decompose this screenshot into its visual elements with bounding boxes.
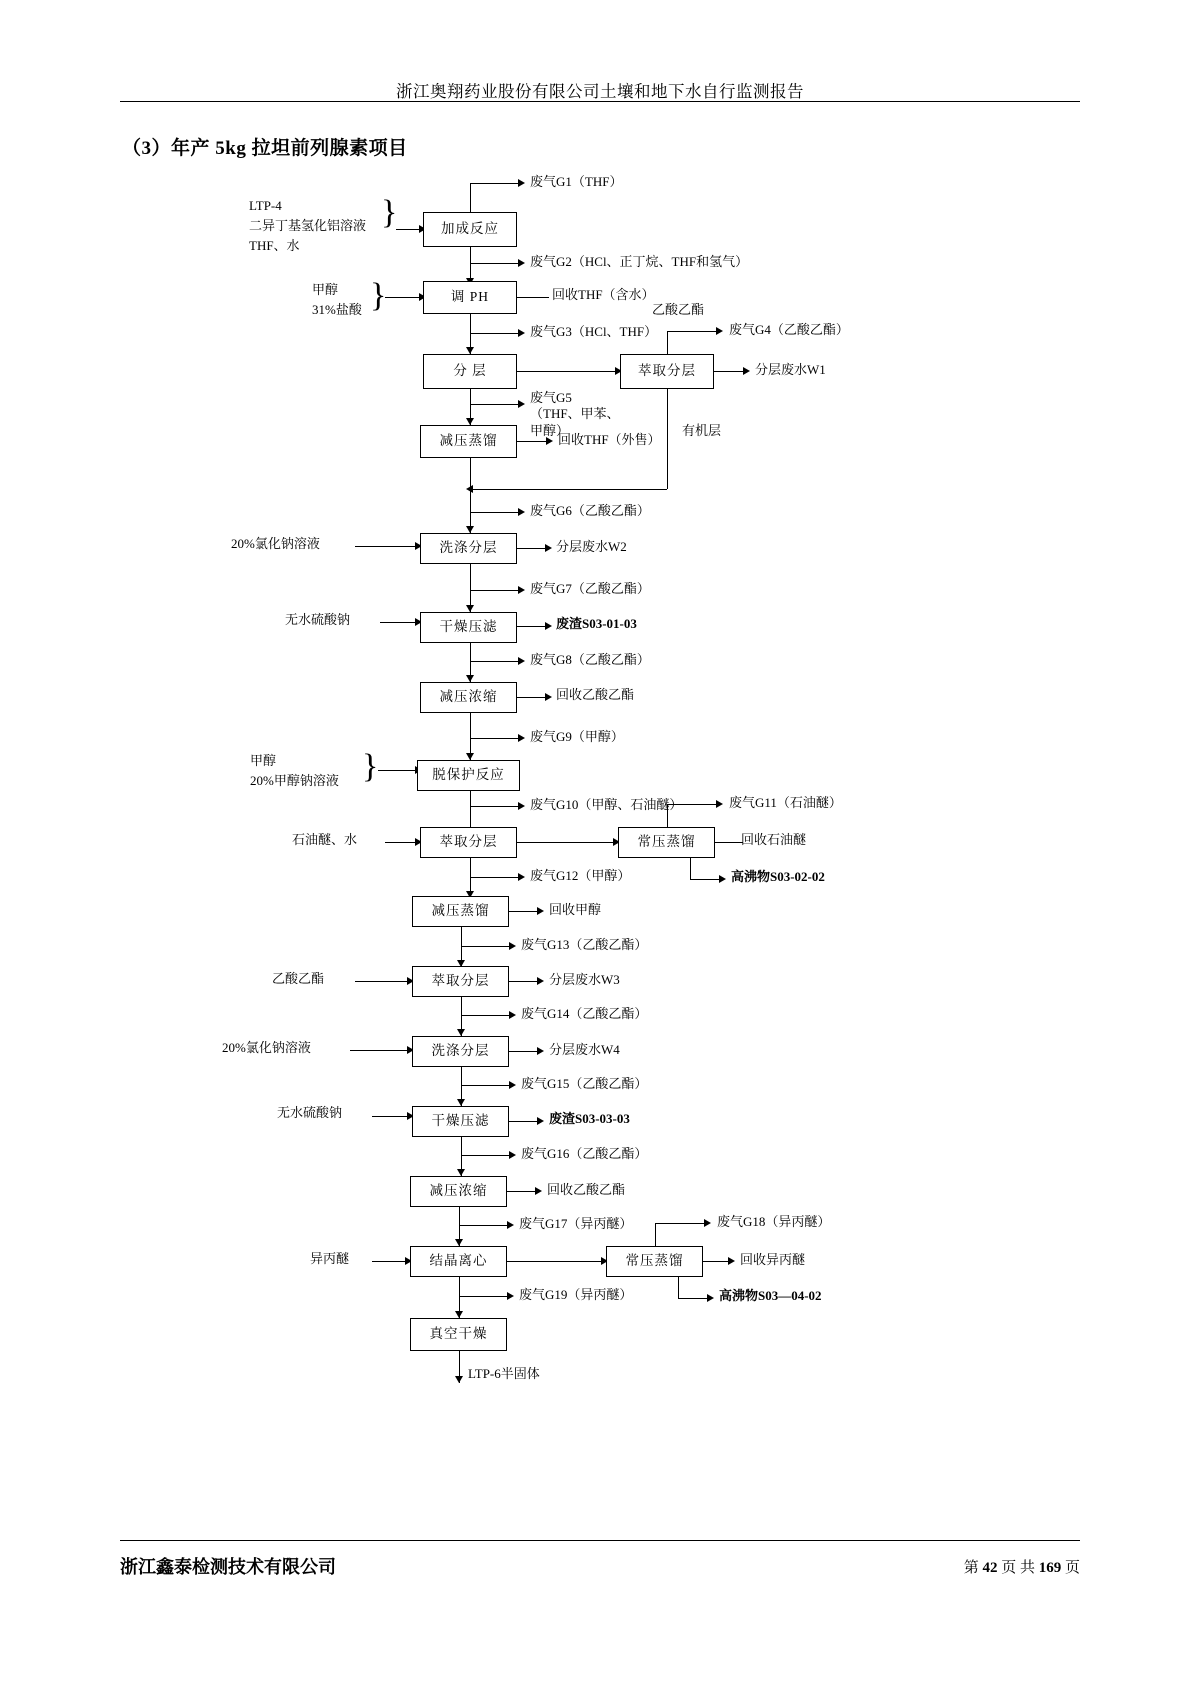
connector-g7-h [470,590,520,591]
connector-g4-h [667,331,719,332]
output-label-g3: 废气G3（HCl、THF） [530,324,658,339]
connector-in4 [380,622,418,623]
connector-n3-n4 [517,371,619,372]
arrow-methanol-recover [537,907,544,915]
node-extraction-separation-3[interactable]: 萃取分层 [412,966,509,997]
connector-g3-h [470,333,520,334]
arrow-ipe-recover [728,1257,735,1265]
arrow-g10 [518,802,525,810]
footer-page-suffix: 页 [1064,1560,1080,1576]
connector-g10-h [470,806,520,807]
footer-page-total: 169 [1038,1560,1062,1576]
node-wash-separation-1[interactable]: 洗涤分层 [420,533,517,564]
connector-g16-h [461,1155,511,1156]
arrow-n8-n9 [466,753,474,760]
output-label-g7: 废气G7（乙酸乙酯） [530,581,650,596]
connector-s03-03-03 [509,1121,539,1122]
footer-company: 浙江鑫泰检测技术有限公司 [120,1557,336,1577]
output-label-g2: 废气G2（HCl、正丁烷、THF和氢气） [530,254,749,269]
connector-g11-h [667,804,719,805]
arrow-thf-sold [546,437,553,445]
connector-g4-v [667,331,668,354]
input-label-methanol-sodium: 甲醇 20%甲醇钠溶液 [250,753,339,788]
connector-ipe-recover [703,1261,731,1262]
arrow-n14-n15 [457,1099,465,1106]
connector-in5 [378,770,418,771]
arrow-g14 [509,1011,516,1019]
document-header-title: 浙江奥翔药业股份有限公司土壤和地下水自行监测报告 [396,82,804,101]
input-label-nacl-2: 20%氯化钠溶液 [222,1040,311,1055]
connector-s03-04-02-v [678,1277,679,1298]
node-extraction-separation-2[interactable]: 萃取分层 [420,827,517,858]
connector-g1-h [470,183,520,184]
output-label-s03-03-03: 废渣S03-03-03 [549,1111,630,1126]
footer-pagination [964,1556,1080,1577]
footer-divider [120,1540,1080,1541]
arrow-w1 [743,367,750,375]
output-label-g17: 废气G17（异丙醚） [519,1216,633,1231]
input-label-nacl-1: 20%氯化钠溶液 [231,536,320,551]
output-label-thf-recover: 回收THF（含水） [552,287,655,302]
input-label-methanol-hcl: 甲醇 31%盐酸 [312,282,362,317]
input-label-isopropyl-ether: 异丙醚 [310,1251,350,1266]
output-label-g18: 废气G18（异丙醚） [717,1214,831,1229]
node-deprotection-reaction[interactable]: 脱保护反应 [417,760,520,791]
connector-w1 [714,371,746,372]
connector-s03-01-03 [517,626,547,627]
output-label-s03-01-03: 废渣S03-01-03 [556,616,637,631]
input-label-ltp4: LTP-4 二异丁基氢化铝溶液 THF、水 [249,198,367,254]
connector-g1-v [470,183,471,212]
arrow-w2 [545,544,552,552]
arrow-g15 [509,1081,516,1089]
arrow-n16-n17 [455,1239,463,1246]
arrow-n15-n16 [457,1169,465,1176]
node-vacuum-distillation-1[interactable]: 减压蒸馏 [420,425,517,458]
arrow-ea-recover-2 [535,1187,542,1195]
input-label-na2so4-1: 无水硫酸钠 [285,612,351,627]
arrow-g11 [716,800,723,808]
output-label-final-product: LTP-6半固体 [468,1366,540,1381]
connector-g13-h [461,946,511,947]
connector-g5-h [470,404,520,405]
connector-in7 [355,981,410,982]
connector-pe-recover [715,842,743,843]
node-atmospheric-distillation-1[interactable]: 常压蒸馏 [618,827,715,858]
connector-g11-v [667,804,668,827]
connector-n10-n11 [517,842,617,843]
arrow-g5 [518,400,525,408]
output-label-w3: 分层废水W3 [549,972,620,987]
arrow-n6-n7 [466,605,474,612]
connector-s03-04-02-h [678,1298,710,1299]
arrow-g2 [518,259,525,267]
connector-n5-n6 [470,458,471,533]
arrow-g18 [704,1219,711,1227]
arrow-ea-recover-1 [545,693,552,701]
arrow-w3 [537,977,544,985]
connector-g6-h [470,512,520,513]
output-label-ea-recover-1: 回收乙酸乙酯 [556,687,635,702]
output-label-g5: 废气G5（THF、甲苯、甲醇） [530,390,620,438]
connector-in3 [355,546,418,547]
output-label-g14: 废气G14（乙酸乙酯） [521,1006,648,1021]
connector-in6 [385,842,418,843]
arrow-s03-02-02 [719,875,726,883]
arrow-g7 [518,586,525,594]
arrow-final [455,1376,463,1383]
output-label-g4: 废气G4（乙酸乙酯） [729,322,849,337]
arrow-g13 [509,942,516,950]
node-addition-reaction[interactable]: 加成反应 [423,212,517,247]
output-label-g9: 废气G9（甲醇） [530,729,624,744]
connector-g18-h [655,1223,707,1224]
connector-s03-02-02-v [690,858,691,879]
connector-g8-h [470,661,520,662]
node-wash-separation-2[interactable]: 洗涤分层 [412,1036,509,1067]
input-brace-1: } [381,194,398,231]
arrow-s03-04-02 [707,1294,714,1302]
arrow-n17-n19 [455,1311,463,1318]
footer-page-number: 42 [982,1560,998,1576]
output-label-thf-sold: 回收THF（外售） [558,432,661,447]
footer-page-middle: 页 共 [1001,1560,1035,1576]
output-label-g19: 废气G19（异丙醚） [519,1287,633,1302]
header-divider [120,101,1080,102]
connector-methanol-recover [509,911,539,912]
node-crystallization-centrifuge[interactable]: 结晶离心 [410,1246,507,1277]
connector-in9 [372,1116,410,1117]
output-label-ea-recover-2: 回收乙酸乙酯 [547,1182,626,1197]
output-label-g11: 废气G11（石油醚） [729,795,842,810]
connector-in2 [385,297,422,298]
input-brace-2: } [370,277,387,314]
output-label-g16: 废气G16（乙酸乙酯） [521,1146,648,1161]
arrow-g17 [507,1221,514,1229]
arrow-g19 [507,1292,514,1300]
arrow-g6 [518,508,525,516]
node-ph-adjust[interactable]: 调 PH [423,281,517,314]
connector-g14-h [461,1015,511,1016]
arrow-w4 [537,1047,544,1055]
arrow-s03-01-03 [545,622,552,630]
output-label-g10: 废气G10（甲醇、石油醚） [530,797,683,812]
arrow-g12 [518,873,525,881]
output-label-methanol-recover: 回收甲醇 [549,902,602,917]
connector-g19-h [459,1296,509,1297]
node-layer-separation-1[interactable]: 分 层 [423,354,517,389]
connector-organic-h [470,489,667,490]
arrow-g16 [509,1151,516,1159]
output-label-ethyl-acetate-in: 乙酸乙酯 [652,302,705,317]
output-label-g8: 废气G8（乙酸乙酯） [530,652,650,667]
connector-w2 [517,548,547,549]
footer-page-prefix: 第 [963,1560,979,1576]
output-label-pe-recover: 回收石油醚 [741,832,807,847]
arrow-n3-n5 [466,418,474,425]
arrow-g1 [518,179,525,187]
connector-organic-v [667,389,668,489]
node-vacuum-drying[interactable]: 真空干燥 [410,1318,507,1351]
arrow-s03-03-03 [537,1117,544,1125]
connector-in10 [372,1261,408,1262]
input-label-ethyl-acetate: 乙酸乙酯 [272,971,325,986]
arrow-g8 [518,657,525,665]
node-vacuum-distillation-2[interactable]: 减压蒸馏 [412,896,509,927]
connector-g17-h [459,1225,509,1226]
output-label-g6: 废气G6（乙酸乙酯） [530,503,650,518]
arrow-n5-n6 [466,526,474,533]
node-vacuum-concentration-2[interactable]: 减压浓缩 [410,1176,507,1207]
node-dry-press-filter-2[interactable]: 干燥压滤 [412,1106,509,1137]
connector-g15-h [461,1085,511,1086]
arrow-g4 [716,327,723,335]
connector-thf-sold [517,441,549,442]
connector-w4 [509,1051,539,1052]
output-label-w2: 分层废水W2 [556,539,627,554]
connector-g9-h [470,738,520,739]
arrow-g9 [518,734,525,742]
output-label-g15: 废气G15（乙酸乙酯） [521,1076,648,1091]
arrow-n13-n14 [457,1029,465,1036]
output-label-g1: 废气G1（THF） [530,174,623,189]
node-vacuum-concentration-1[interactable]: 减压浓缩 [420,682,517,713]
connector-g2-h [470,263,520,264]
connector-ea-recover-1 [517,697,547,698]
output-label-g12: 废气G12（甲醇） [530,868,631,883]
node-extraction-separation-1[interactable]: 萃取分层 [620,354,714,389]
input-brace-5: } [362,748,379,785]
output-label-ipe-recover: 回收异丙醚 [740,1252,806,1267]
output-label-s03-02-02: 高沸物S03-02-02 [731,869,825,884]
output-label-s03-04-02: 高沸物S03—04-02 [719,1288,822,1303]
input-label-petroleum-ether-water: 石油醚、水 [292,832,358,847]
output-label-g13: 废气G13（乙酸乙酯） [521,937,648,952]
arrow-n2-n3 [466,347,474,354]
node-atmospheric-distillation-2[interactable]: 常压蒸馏 [606,1246,703,1277]
output-label-w4: 分层废水W4 [549,1042,620,1057]
connector-s03-02-02-h [690,879,722,880]
node-dry-press-filter-1[interactable]: 干燥压滤 [420,612,517,643]
connector-thf-recover [517,297,549,298]
connector-g12-h [470,877,520,878]
connector-ea-recover-2 [507,1191,537,1192]
arrow-n7-n8 [466,675,474,682]
connector-in8 [350,1050,410,1051]
output-label-w1: 分层废水W1 [755,362,826,377]
output-label-organic-layer: 有机层 [682,423,722,438]
connector-n17-n18 [507,1261,605,1262]
connector-w3 [509,981,539,982]
section-title: （3）年产 5kg 拉坦前列腺素项目 [122,138,408,159]
connector-g18-v [655,1223,656,1246]
input-label-na2so4-2: 无水硫酸钠 [277,1105,343,1120]
arrow-g3 [518,329,525,337]
